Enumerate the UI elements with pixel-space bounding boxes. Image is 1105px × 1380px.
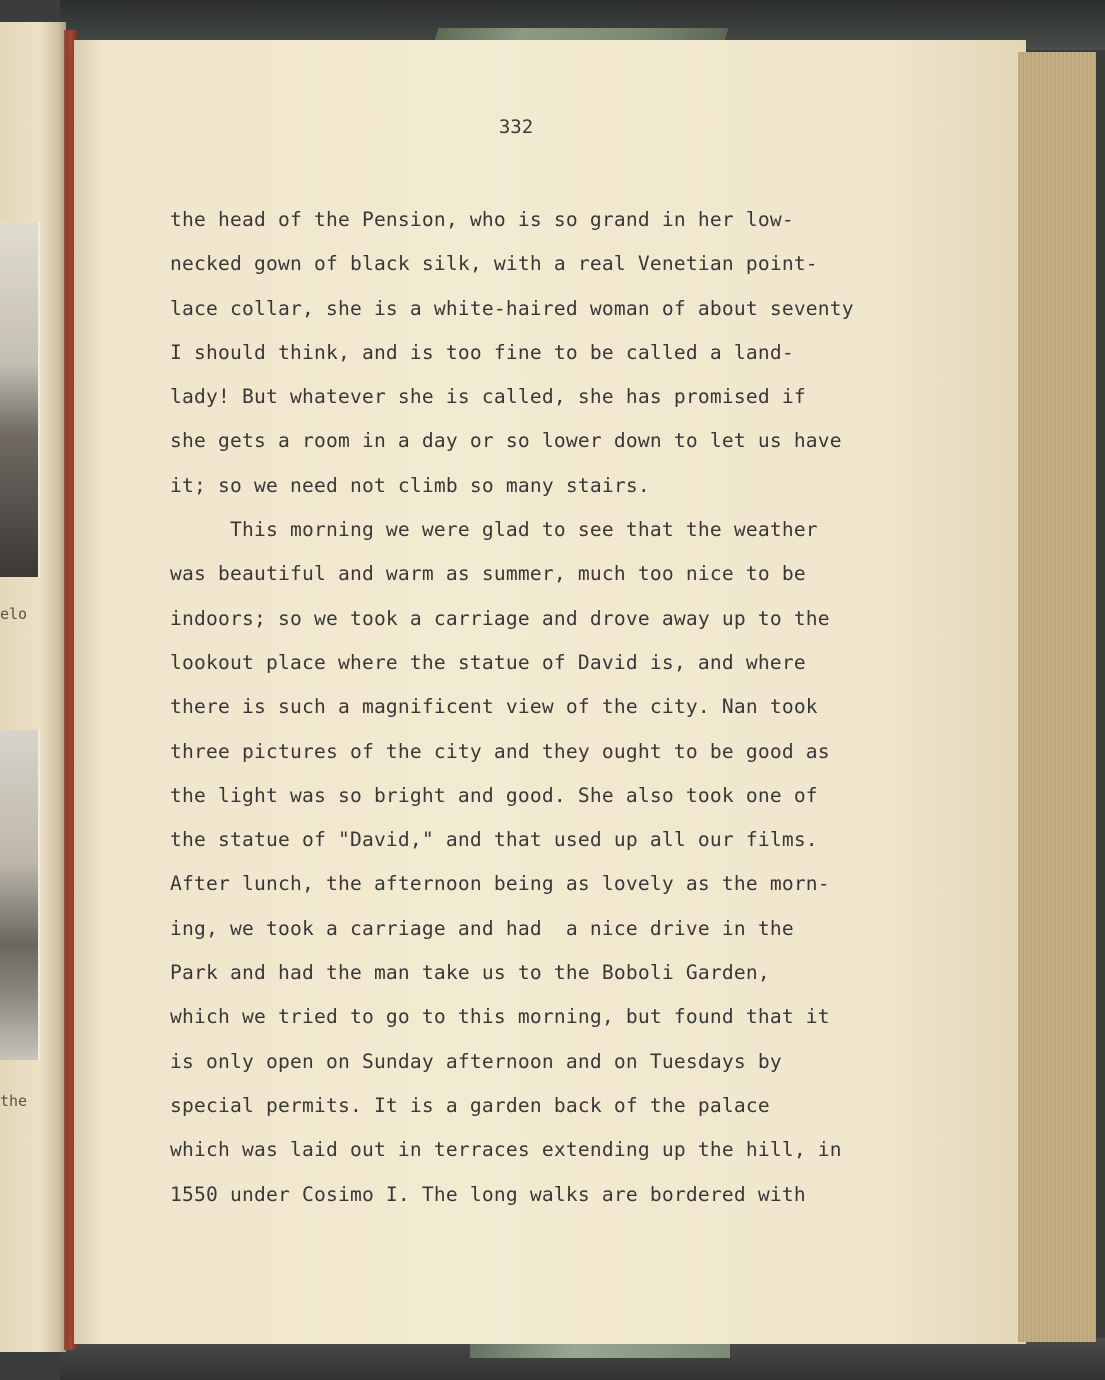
text-line: 1550 under Cosimo I. The long walks are bordered with	[170, 1182, 806, 1206]
text-line: necked gown of black silk, with a real Venetian point-	[170, 252, 818, 276]
book-cloth-highlight-bottom	[470, 1342, 730, 1358]
text-line: it; so we need not climb so many stairs.	[170, 473, 650, 497]
mounted-photo-2	[0, 730, 40, 1060]
text-line: was beautiful and warm as summer, much too nice to be	[170, 562, 806, 586]
text-line: lookout place where the statue of David is, and where	[170, 650, 806, 674]
text-line: which we tried to go to this morning, but found that it	[170, 1005, 830, 1029]
text-line: Park and had the man take us to the Boboli Garden,	[170, 961, 770, 985]
text-line: This morning we were glad to see that the weather	[170, 518, 818, 542]
photo-caption-1: elo	[0, 605, 28, 623]
text-line: the head of the Pension, who is so grand in her low-	[170, 208, 794, 231]
text-line: lace collar, she is a white-haired woman of about seventy	[170, 296, 854, 320]
text-line: there is such a magnificent view of the city. Nan took	[170, 695, 818, 719]
text-line: lady! But whatever she is called, she has promised if	[170, 385, 806, 409]
text-line: she gets a room in a day or so lower down to let us have	[170, 429, 842, 453]
mounted-photo-1	[0, 222, 40, 577]
text-line: ing, we took a carriage and had a nice drive in the	[170, 916, 794, 940]
text-line: three pictures of the city and they ought to be good as	[170, 739, 830, 763]
photo-caption-2: the	[0, 1092, 28, 1110]
typed-text-body	[170, 198, 940, 1217]
text-line: which was laid out in terraces extending up the hill, in	[170, 1138, 842, 1162]
text-line: I should think, and is too fine to be called a land-	[170, 340, 794, 364]
page-number: 332	[498, 116, 534, 138]
page-block-edge	[1018, 52, 1096, 1342]
text-line: the statue of "David," and that used up all our films.	[170, 828, 818, 852]
text-line: special permits. It is a garden back of the palace	[170, 1093, 770, 1117]
text-line: After lunch, the afternoon being as lovely as the morn-	[170, 872, 830, 896]
text-line: indoors; so we took a carriage and drove away up to the	[170, 606, 830, 630]
text-line: is only open on Sunday afternoon and on Tuesdays by	[170, 1049, 782, 1073]
text-line: the light was so bright and good. She also took one of	[170, 783, 818, 807]
